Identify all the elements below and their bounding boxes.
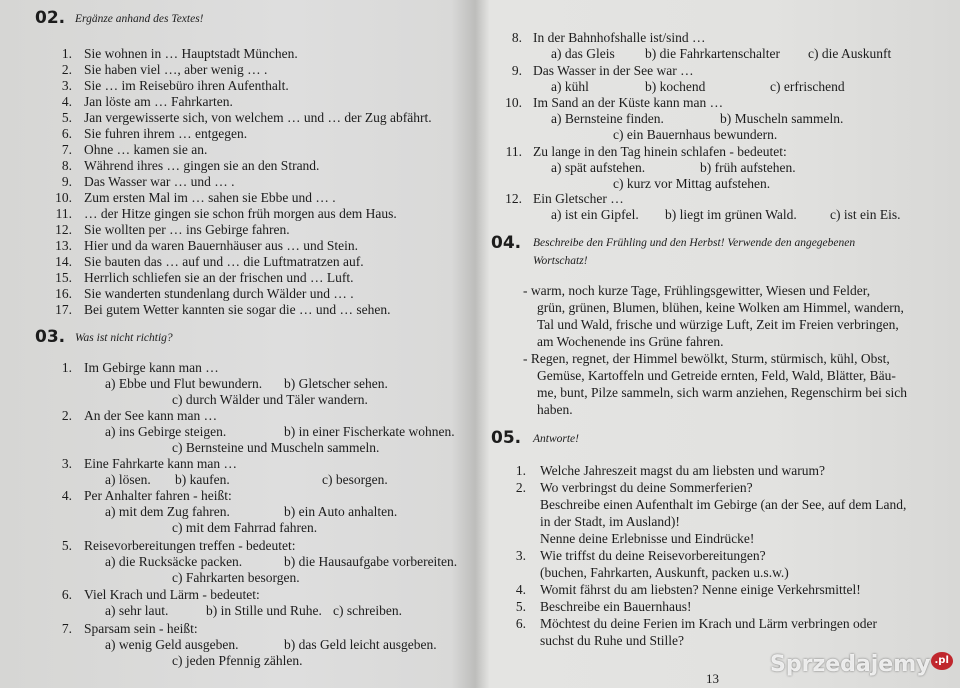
option-c: c) erfrischend (770, 79, 845, 94)
option-a: a) sehr laut. (105, 603, 169, 618)
option-c: c) Fahrkarten besorgen. (172, 570, 300, 585)
item-number: 6. (61, 126, 72, 141)
question-text: (buchen, Fahrkarten, Auskunft, packen u.s.w.) (540, 565, 789, 580)
question-number: 8. (511, 30, 522, 45)
exercise-item: Sie fuhren ihrem … entgegen. (84, 126, 248, 141)
exercise-item: Sie wanderten stundenlang durch Wälder und … . (84, 286, 354, 301)
question-number: 9. (511, 63, 522, 78)
item-number: 3. (61, 78, 72, 93)
question-number: 2. (515, 480, 526, 495)
question-text: Viel Krach und Lärm - bedeutet: (84, 587, 260, 602)
exercise-item: Das Wasser war … und … . (84, 174, 235, 189)
question-number: 3. (515, 548, 526, 563)
watermark-logo (770, 652, 953, 678)
question-text: In der Bahnhofshalle ist/sind … (533, 30, 706, 45)
question-number: 6. (515, 616, 526, 631)
item-number: 2. (61, 62, 72, 77)
exercise-item: Ohne … kamen sie an. (84, 142, 208, 157)
question-number: 1. (61, 360, 72, 375)
vocabulary-line: grün, grünen, Blumen, blühen, keine Wolken am Himmel, wandern, (537, 300, 904, 315)
item-number: 15. (55, 270, 72, 285)
question-number: 7. (61, 621, 72, 636)
section-number-05: 05. (491, 428, 522, 448)
vocabulary-line: me, bunt, Pilze sammeln, sich warm anziehen, Regenschirm bei sich (537, 385, 908, 400)
option-b: b) Gletscher sehen. (284, 376, 388, 391)
option-a: a) mit dem Zug fahren. (105, 504, 230, 519)
option-a: a) das Gleis (551, 46, 615, 61)
item-number: 9. (61, 174, 72, 189)
section-title-05: Antworte! (533, 433, 579, 445)
item-number: 11. (55, 206, 72, 221)
option-a: a) kühl (551, 79, 589, 94)
vocabulary-line: am Wochenende ins Grüne fahren. (537, 334, 724, 349)
option-b: b) ein Auto anhalten. (284, 504, 398, 519)
vocabulary-line: Gemüse, Kartoffeln und Getreide ernten, Feld, Wald, Blätter, Bäu- (537, 368, 896, 383)
exercise-item: Sie bauten das … auf und … die Luftmatratzen auf. (84, 254, 364, 269)
item-number: 12. (55, 222, 72, 237)
option-b: b) das Geld leicht ausgeben. (284, 637, 437, 652)
section-number-04: 04. (491, 233, 522, 253)
option-c: c) besorgen. (322, 472, 388, 487)
question-text: Reisevorbereitungen treffen - bedeutet: (84, 538, 296, 553)
item-number: 7. (61, 142, 72, 157)
option-a: a) wenig Geld ausgeben. (105, 637, 239, 652)
option-a: a) die Rucksäcke packen. (105, 554, 243, 569)
option-b: b) kochend (645, 79, 706, 94)
question-text: Im Gebirge kann man … (84, 360, 219, 375)
section-title-02: Ergänze anhand des Textes! (75, 13, 204, 25)
question-text: Möchtest du deine Ferien im Krach und Lärm verbringen oder (540, 616, 878, 631)
question-text: Zu lange in den Tag hinein schlafen - bedeutet: (533, 144, 787, 159)
question-text: Wo verbringst du deine Sommerferien? (540, 480, 753, 495)
exercise-item: Während ihres … gingen sie an den Strand. (84, 158, 320, 173)
section-title-03: Was ist nicht richtig? (75, 332, 173, 344)
exercise-item: Sie wollten per … ins Gebirge fahren. (84, 222, 290, 237)
option-b: b) früh aufstehen. (700, 160, 796, 175)
option-c: c) die Auskunft (808, 46, 892, 61)
question-number: 5. (61, 538, 72, 553)
option-c: c) jeden Pfennig zählen. (172, 653, 303, 668)
item-number: 17. (55, 302, 72, 317)
item-number: 13. (55, 238, 72, 253)
section-title-04: Beschreibe den Frühling und den Herbst! Verwende den angegebenen (533, 237, 856, 249)
exercise-item: Sie … im Reisebüro ihren Aufenthalt. (84, 78, 289, 93)
item-number: 1. (61, 46, 72, 61)
vocabulary-line: Tal und Wald, frische und würzige Luft, Zeit im Freien verbringen, (537, 317, 899, 332)
exercise-item: Hier und da waren Bauernhäuser aus … und Stein. (84, 238, 359, 253)
option-c: c) durch Wälder und Täler wandern. (172, 392, 368, 407)
question-text: An der See kann man … (84, 408, 218, 423)
option-c: c) Bernsteine und Muscheln sammeln. (172, 440, 380, 455)
option-c: c) kurz vor Mittag aufstehen. (613, 176, 771, 191)
item-number: 5. (61, 110, 72, 125)
item-number: 8. (61, 158, 72, 173)
exercise-item: Sie haben viel …, aber wenig … . (84, 62, 268, 77)
exercise-item: Sie wohnen in … Hauptstadt München. (84, 46, 298, 61)
vocabulary-line: haben. (537, 402, 573, 417)
option-b: b) in einer Fischerkate wohnen. (284, 424, 455, 439)
question-text: Eine Fahrkarte kann man … (84, 456, 237, 471)
question-text: Das Wasser in der See war … (533, 63, 694, 78)
question-text: Im Sand an der Küste kann man … (533, 95, 724, 110)
section-title-04-cont: Wortschatz! (533, 255, 588, 267)
question-text: in der Stadt, im Ausland)! (540, 514, 680, 529)
option-a: a) Ebbe und Flut bewundern. (105, 376, 263, 391)
item-number: 14. (55, 254, 72, 269)
option-c: c) ist ein Eis. (830, 207, 901, 222)
section-number-03: 03. (35, 327, 66, 347)
section-number-02: 02. (35, 8, 66, 28)
question-number: 10. (505, 95, 522, 110)
question-number: 11. (505, 144, 522, 159)
page-number: 13 (706, 671, 719, 686)
question-number: 12. (505, 191, 522, 206)
question-text: suchst du Ruhe und Stille? (540, 633, 684, 648)
question-number: 6. (61, 587, 72, 602)
question-number: 2. (61, 408, 72, 423)
option-b: b) die Fahrkartenschalter (645, 46, 780, 61)
question-number: 5. (515, 599, 526, 614)
question-number: 3. (61, 456, 72, 471)
option-c: c) mit dem Fahrrad fahren. (172, 520, 318, 535)
question-text: Ein Gletscher … (533, 191, 624, 206)
item-number: 10. (55, 190, 72, 205)
item-number: 16. (55, 286, 72, 301)
exercise-item: Jan löste am … Fahrkarten. (84, 94, 233, 109)
option-a: a) ins Gebirge steigen. (105, 424, 227, 439)
question-text: Nenne deine Erlebnisse und Eindrücke! (540, 531, 755, 546)
item-number: 4. (61, 94, 72, 109)
option-b: b) die Hausaufgabe vorbereiten. (284, 554, 458, 569)
exercise-item: Herrlich schliefen sie an der frischen und … Luft. (84, 270, 354, 285)
option-b: b) Muscheln sammeln. (720, 111, 844, 126)
watermark-text: Sprzedajemy (770, 652, 931, 677)
question-number: 1. (515, 463, 526, 478)
exercise-item: Jan vergewisserte sich, von welchem … und … der Zug abfährt. (84, 110, 432, 125)
option-b: b) in Stille und Ruhe. (206, 603, 322, 618)
exercise-item: Bei gutem Wetter kannten sie sogar die … und … sehen. (84, 302, 391, 317)
option-a: a) lösen. (105, 472, 151, 487)
question-text: Per Anhalter fahren - heißt: (84, 488, 232, 503)
question-text: Welche Jahreszeit magst du am liebsten und warum? (540, 463, 825, 478)
question-text: Sparsam sein - heißt: (84, 621, 198, 636)
exercise-item: Zum ersten Mal im … sahen sie Ebbe und … . (84, 190, 336, 205)
option-a: a) ist ein Gipfel. (551, 207, 639, 222)
exercise-item: … der Hitze gingen sie schon früh morgen aus dem Haus. (84, 206, 397, 221)
option-a: a) spät aufstehen. (551, 160, 646, 175)
vocabulary-line: - Regen, regnet, der Himmel bewölkt, Sturm, stürmisch, kühl, Obst, (523, 351, 890, 366)
option-b: b) kaufen. (175, 472, 230, 487)
option-c: c) schreiben. (333, 603, 402, 618)
question-text: Beschreibe einen Aufenthalt im Gebirge (an der See, auf dem Land, (540, 497, 907, 512)
option-c: c) ein Bauernhaus bewundern. (613, 127, 778, 142)
option-b: b) liegt im grünen Wald. (665, 207, 797, 222)
question-number: 4. (61, 488, 72, 503)
question-text: Beschreibe ein Bauernhaus! (540, 599, 692, 614)
question-number: 4. (515, 582, 526, 597)
watermark-badge: .pl (931, 652, 953, 670)
option-a: a) Bernsteine finden. (551, 111, 664, 126)
vocabulary-line: - warm, noch kurze Tage, Frühlingsgewitter, Wiesen und Felder, (523, 283, 871, 298)
question-text: Womit fährst du am liebsten? Nenne einige Verkehrsmittel! (540, 582, 861, 597)
question-text: Wie triffst du deine Reisevorbereitungen? (540, 548, 766, 563)
